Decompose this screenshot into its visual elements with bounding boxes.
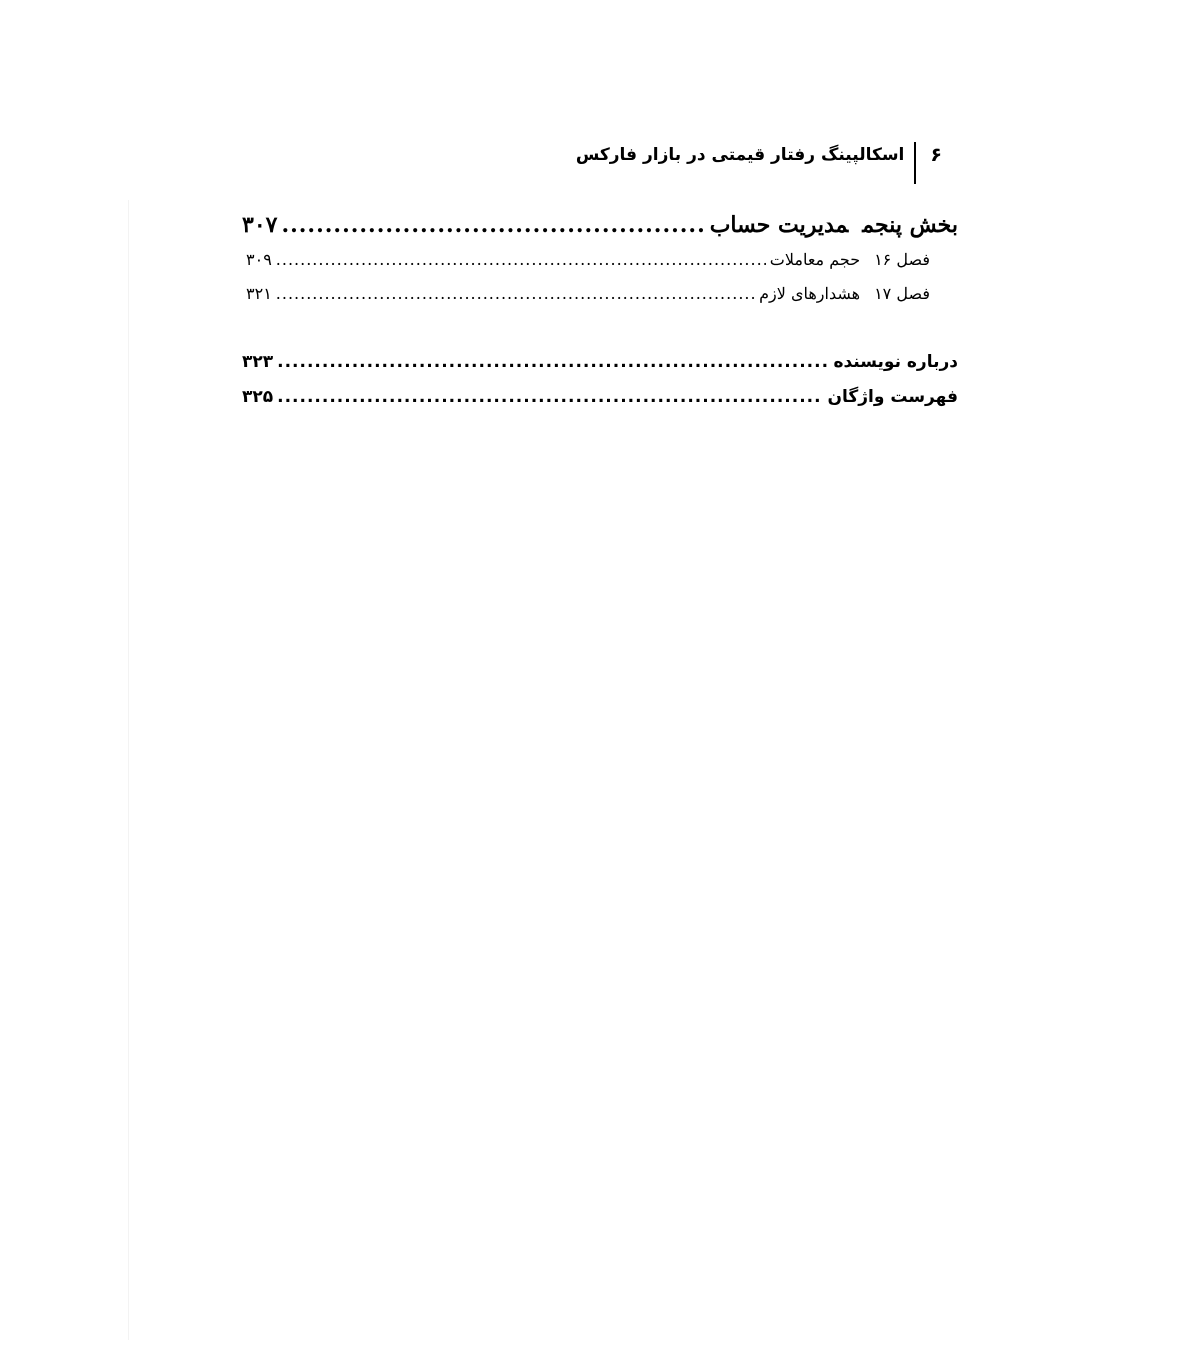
dot-leader xyxy=(276,246,766,274)
toc-part-label xyxy=(710,208,958,242)
toc-chapter-label xyxy=(759,280,930,308)
dot-leader xyxy=(277,382,823,412)
part-title: مدیریت حساب xyxy=(709,212,849,238)
scan-edge-line xyxy=(128,200,129,1340)
back-matter-title: درباره نویسنده xyxy=(833,352,958,372)
back-matter-page-number: ۳۲۵ xyxy=(242,387,274,407)
part-page-number: ۳۰۷ xyxy=(242,212,278,238)
chapter-number: فصل ۱۷ xyxy=(874,284,930,303)
dot-leader xyxy=(281,208,705,242)
chapter-title: حجم معاملات xyxy=(769,250,861,269)
toc-back-matter-entry xyxy=(242,347,958,377)
toc-chapter-entry xyxy=(246,280,930,308)
chapter-number: فصل ۱۶ xyxy=(874,250,930,269)
dot-leader xyxy=(277,347,829,377)
toc-chapter-entry xyxy=(246,246,930,274)
chapter-page-number: ۳۰۹ xyxy=(246,250,272,269)
running-header xyxy=(576,142,942,186)
book-title: اسکالپینگ رفتار قیمتی در بازار فارکس xyxy=(575,145,905,165)
toc-chapter-label xyxy=(770,246,930,274)
chapter-page-number: ۳۲۱ xyxy=(246,284,272,303)
back-matter-title: فهرست واژگان xyxy=(827,387,958,407)
part-number: بخش پنجم xyxy=(862,212,958,238)
chapter-title: هشدارهای لازم xyxy=(759,284,861,303)
page-number: ۶ xyxy=(930,144,942,166)
dot-leader xyxy=(276,280,755,308)
toc-back-matter-entry xyxy=(242,382,958,412)
back-matter-page-number: ۳۲۳ xyxy=(242,352,274,372)
header-divider xyxy=(914,142,916,184)
toc-part-entry xyxy=(242,208,958,242)
